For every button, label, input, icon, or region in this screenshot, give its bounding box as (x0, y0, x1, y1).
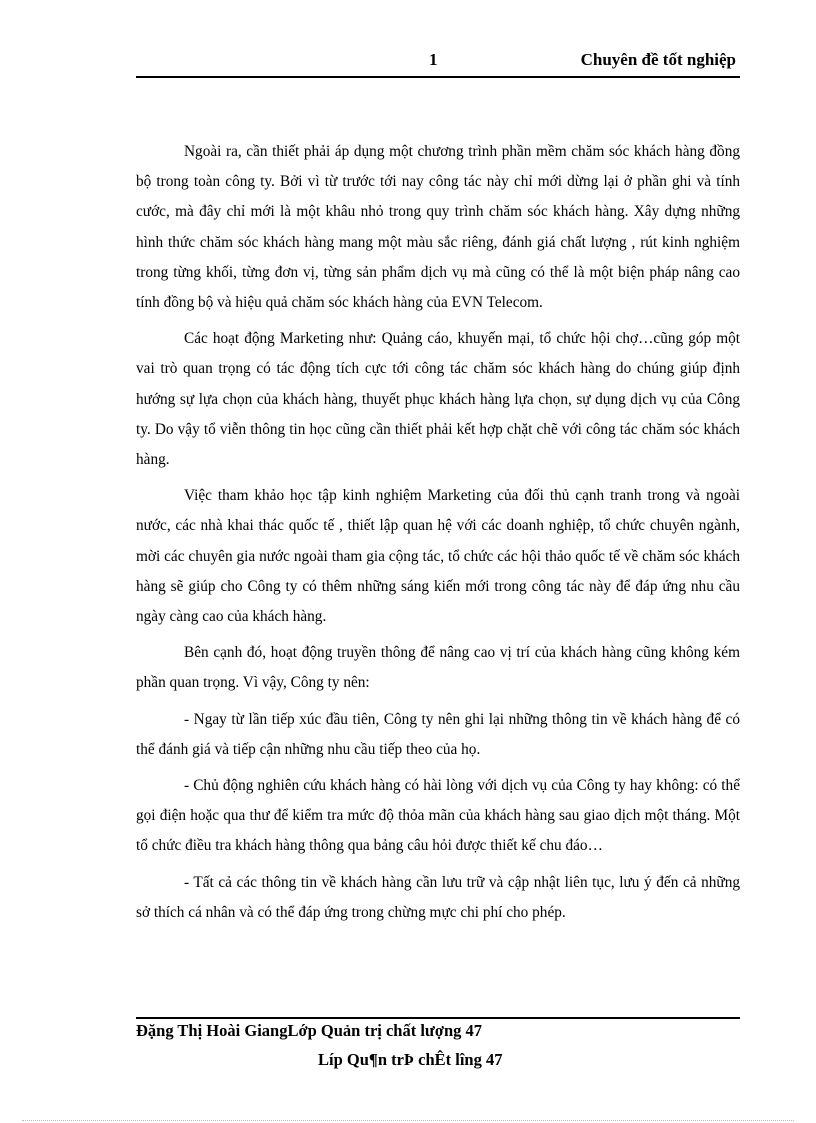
paragraph: Ngoài ra, cần thiết phải áp dụng một chương trình phần mềm chăm sóc khách hàng đồng bộ trong toàn công ty. Bởi vì từ trước tới nay công tác này chỉ mới dừng lại ở phần ghi và tính cước, mà đây chỉ mới là một khâu nhỏ trong quy trình chăm sóc khách hàng. Xây dựng những hình thức chăm sóc khách hàng mang một màu sắc riêng, đánh giá chất lượng , rút kinh nghiệm trong từng khối, từng đơn vị, từng sản phẩm dịch vụ mà cũng có thể là một biện pháp nâng cao tính đồng bộ và hiệu quả chăm sóc khách hàng của EVN Telecom. (136, 143, 740, 312)
paragraph: Bên cạnh đó, hoạt động truyền thông để nâng cao vị trí của khách hàng cũng không kém phần quan trọng. Vì vậy, Công ty nên: (136, 644, 740, 692)
page-number: 1 (429, 50, 438, 69)
footer-class-line: Líp Qu¶n trÞ chÊt lîng 47 (318, 1050, 503, 1069)
page-boundary (22, 1120, 794, 1121)
paragraph: Việc tham khảo học tập kinh nghiệm Marketing của đối thủ cạnh tranh trong và ngoài nước, các nhà khai thác quốc tế , thiết lập quan hệ với các doanh nghiệp, tổ chức chuyên ngành, mời các chuyên gia nước ngoài tham gia cộng tác, tổ chức các hội thảo quốc tế về chăm sóc khách hàng sẽ giúp cho Công ty có thêm những sáng kiến mới trong công tác này để đáp ứng nhu cầu ngày càng cao của khách hàng. (136, 487, 740, 626)
bullet-paragraph: - Chủ động nghiên cứu khách hàng có hài lòng với dịch vụ của Công ty hay không: có thể gọi điện hoặc qua thư để kiểm tra mức độ thỏa mãn của khách hàng sau giao dịch một tháng. Một tổ chức điều tra khách hàng thông qua bảng câu hỏi được thiết kế chu đáo… (136, 777, 740, 855)
footer-author-line: Đặng Thị Hoài GiangLớp Quản trị chất lượng 47 (136, 1021, 483, 1040)
header-rule (136, 76, 740, 78)
bullet-paragraph: - Tất cả các thông tin về khách hàng cần lưu trữ và cập nhật liên tục, lưu ý đến cả những sở thích cá nhân và có thể đáp ứng trong chừng mực chi phí cho phép. (136, 873, 740, 921)
document-body (136, 137, 740, 934)
header-title: Chuyên đề tốt nghiệp (580, 50, 736, 69)
bullet-paragraph: - Ngay từ lần tiếp xúc đầu tiên, Công ty nên ghi lại những thông tin về khách hàng để có thể đánh giá và tiếp cận những nhu cầu tiếp theo của họ. (136, 710, 740, 758)
paragraph: Các hoạt động Marketing như: Quảng cáo, khuyến mại, tổ chức hội chợ…cũng góp một vai trò quan trọng có tác động tích cực tới công tác chăm sóc khách hàng do chúng giúp định hướng sự lựa chọn của khách hàng, thuyết phục khách hàng lựa chọn, sự dụng dịch vụ của Công ty. Do vậy tổ viễn thông tin học cũng cần thiết phải kết hợp chặt chẽ với công tác chăm sóc khách hàng. (136, 330, 740, 469)
footer-rule (136, 1017, 740, 1019)
